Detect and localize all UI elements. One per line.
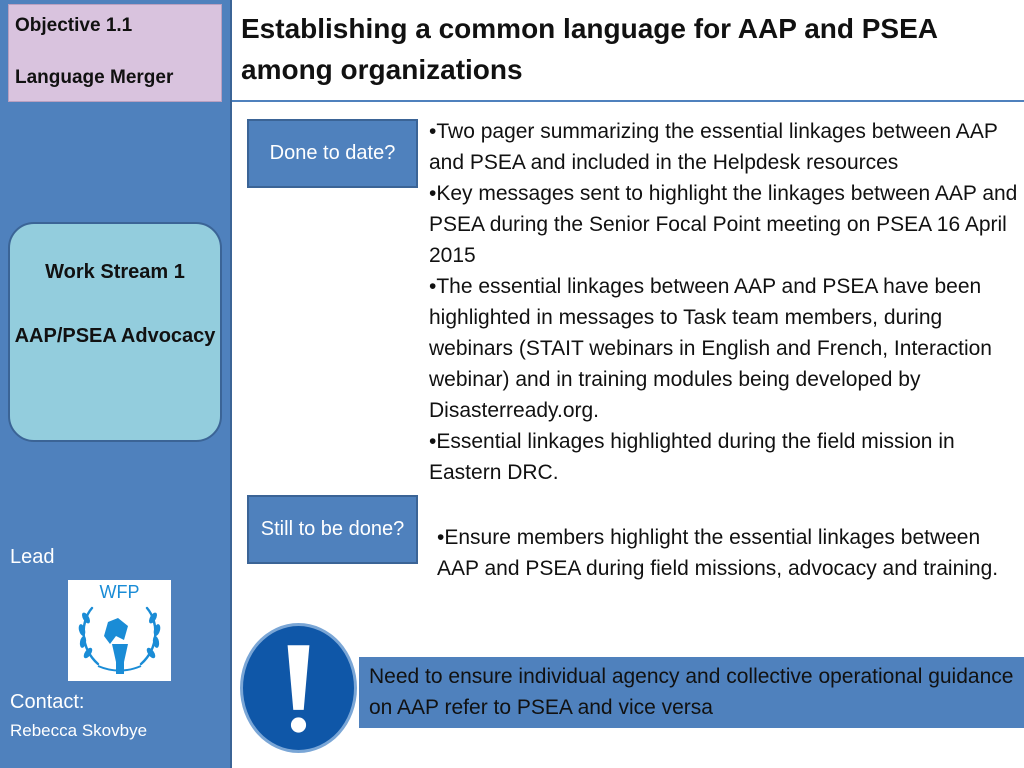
list-item: • Two pager summarizing the essential linkages between AAP and PSEA and included in the Helpdesk resources (429, 116, 1019, 178)
workstream-title: Work Stream 1 (45, 261, 185, 283)
list-item: • Key messages sent to highlight the linkages between AAP and PSEA during the Senior Focal Point meeting on PSEA 16 April 2015 (429, 178, 1019, 271)
exclamation-icon (243, 626, 354, 750)
contact-name: Rebecca Skovbye (10, 721, 148, 740)
workstream-subtitle: AAP/PSEA Advocacy (14, 325, 216, 347)
todo-list (437, 522, 1007, 584)
page-title: Establishing a common language for AAP and PSEA among organizations (241, 13, 937, 85)
list-item: • The essential linkages between AAP and PSEA have been highlighted in messages to Task team members, during webinars (STAIT webinars in English and French, Interaction webinar) and in training modules being developed by Disasterready.org. (429, 271, 1019, 426)
workstream-box (8, 222, 222, 442)
objective-label: Objective 1.1 (15, 15, 133, 36)
sidebar (0, 0, 232, 768)
title-divider (232, 100, 1024, 102)
alert-banner: Need to ensure individual agency and collective operational guidance on AAP refer to PSEA and vice versa (359, 657, 1024, 728)
alert-circle (240, 623, 357, 753)
contact-label: Contact: (10, 691, 85, 713)
lead-label: Lead (10, 546, 55, 568)
done-list (429, 116, 1019, 488)
list-item: • Ensure members highlight the essential linkages between AAP and PSEA during field missions, advocacy and training. (437, 522, 1007, 584)
wfp-logo (68, 580, 171, 681)
objective-name: Language Merger (15, 67, 174, 88)
wfp-emblem-icon (72, 600, 167, 678)
wfp-logo-text: WFP (99, 582, 140, 602)
objective-box (8, 4, 222, 102)
still-to-be-done-label: Still to be done? (247, 495, 418, 564)
done-to-date-label: Done to date? (247, 119, 418, 188)
list-item: • Essential linkages highlighted during the field mission in Eastern DRC. (429, 426, 1019, 488)
